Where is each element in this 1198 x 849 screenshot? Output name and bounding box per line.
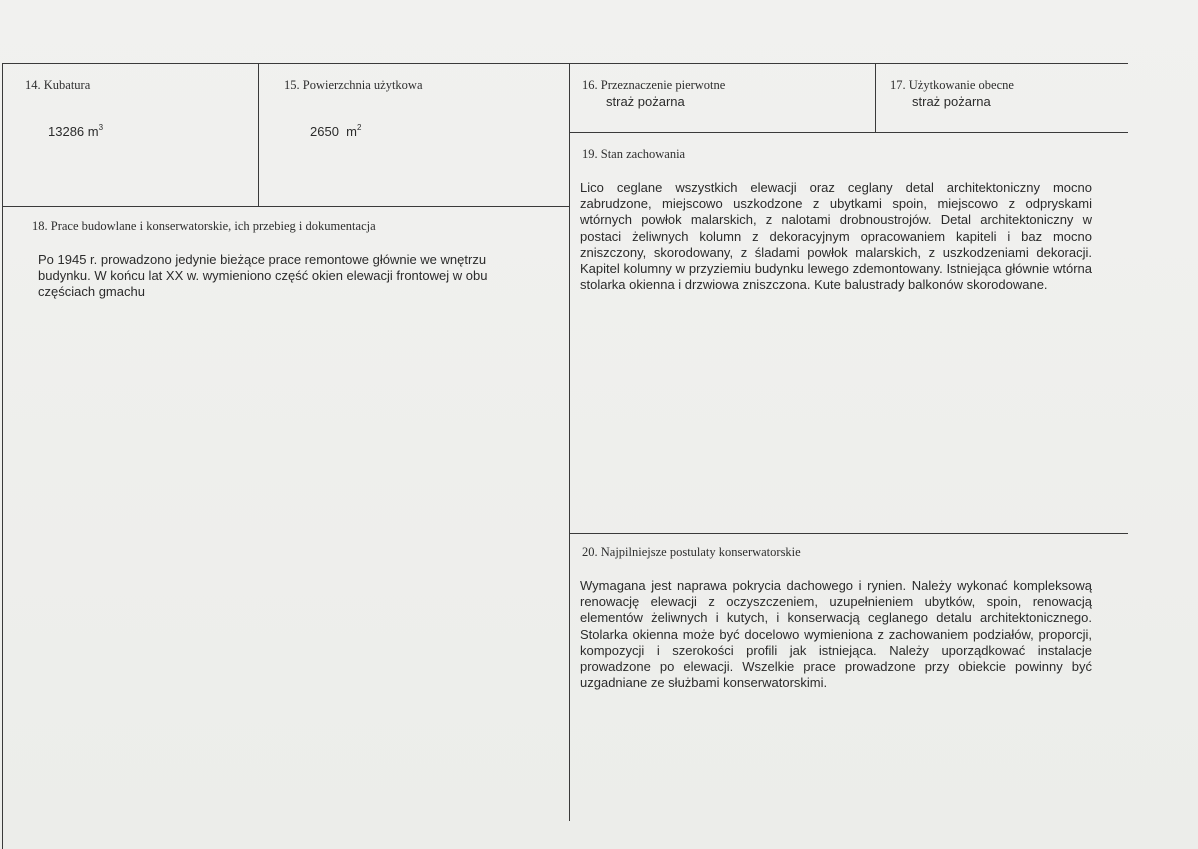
divider-16-17	[875, 63, 876, 132]
field-19-text: Lico ceglane wszystkich elewacji oraz ceglany detal architektoniczny mocno zabrudzone, miejscowo uszkodzone z ubytkami spoin, miejscowo z odpryskami wtórnych powłok malarskich, z nalotami drobnoustrojów. Detal architektoniczny w postaci żeliwnych kolumn z dekoracyjnym opracowaniem kapiteli i baz mocno zniszczony, skorodowany, z śladami powłok malarskich, z uszkodzeniami dekoracji. Kapitel kolumny w przyziemiu budynku lewego zdemontowany. Istniejąca głównie wtórna stolarka okienna i drzwiowa zniszczona. Kute balustrady balkonów skorodowane.	[580, 180, 1092, 293]
left-border	[2, 63, 3, 849]
divider-row-16-19	[570, 132, 1128, 133]
field-15-label: 15. Powierzchnia użytkowa	[284, 78, 423, 92]
divider-14-15	[258, 63, 259, 206]
field-20-text: Wymagana jest naprawa pokrycia dachowego i rynien. Należy wykonać kompleksową renowację elewacji z oczyszczeniem, uzupełnieniem ubytków, spoin, renowacją elementów żeliwnych i kutych, i konserwacją ceglanego detalu architektonicznego. Stolarka okienna może być docelowo wymieniona z zachowaniem podziałów, proporcji, kompozycji i szerokości profili jak istniejąca. Należy uporządkować instalacje prowadzone po elewacji. Wszelkie prace prowadzone przy obiekcie powinny być uzgadniane ze służbami konserwatorskimi.	[580, 578, 1092, 691]
field-16-value: straż pożarna	[606, 94, 685, 109]
field-18-text: Po 1945 r. prowadzono jedynie bieżące prace remontowe głównie we wnętrzu budynku. W końcu lat XX w. wymieniono część okien elewacji frontowej w obu częściach gmachu	[38, 252, 488, 300]
field-17-label: 17. Użytkowanie obecne	[890, 78, 1014, 92]
center-divider	[569, 63, 570, 821]
field-14-number: 13286	[48, 124, 85, 139]
divider-row-14-18	[2, 206, 569, 207]
field-15-unit: m	[346, 124, 357, 139]
field-14-value	[48, 124, 103, 139]
field-14-unit: m	[87, 124, 99, 139]
field-17-value: straż pożarna	[912, 94, 991, 109]
top-border	[2, 63, 1128, 64]
field-18-label: 18. Prace budowlane i konserwatorskie, ich przebieg i dokumentacja	[32, 219, 376, 233]
field-15-value	[310, 124, 361, 139]
divider-row-19-20	[570, 533, 1128, 534]
field-14-unit-exp: 3	[98, 123, 104, 132]
field-14-label: 14. Kubatura	[25, 78, 91, 92]
field-19-label: 19. Stan zachowania	[582, 147, 686, 161]
field-16-label: 16. Przeznaczenie pierwotne	[582, 78, 726, 92]
field-15-number: 2650	[310, 124, 339, 139]
field-20-label: 20. Najpilniejsze postulaty konserwatorskie	[582, 545, 801, 559]
field-15-unit-exp: 2	[357, 123, 362, 132]
